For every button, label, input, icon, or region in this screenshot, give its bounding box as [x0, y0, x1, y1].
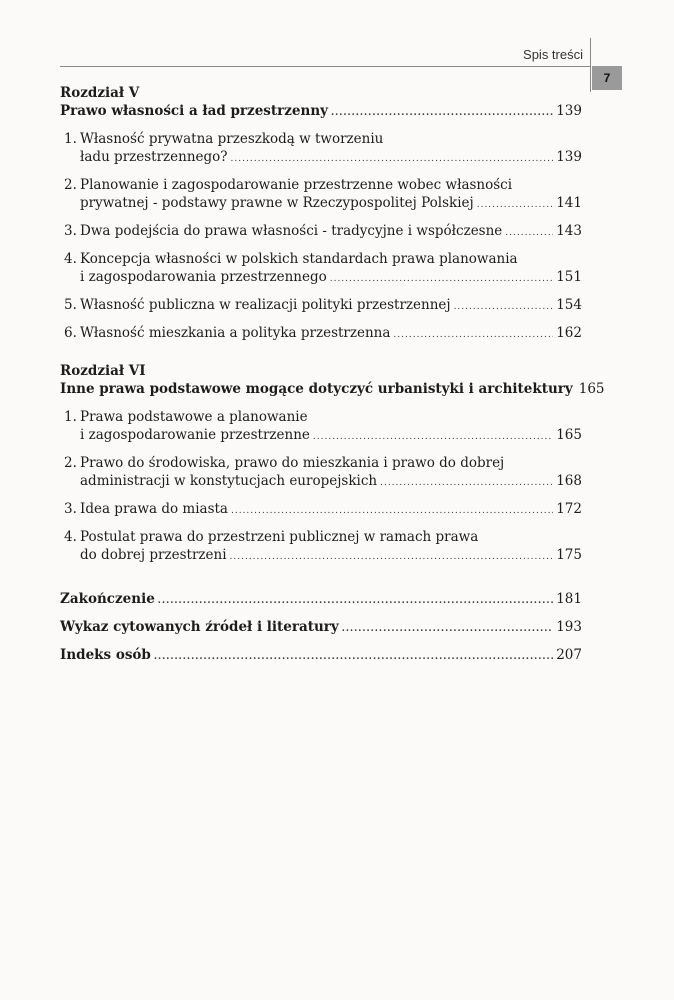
- chapter-label: Rozdział V: [60, 85, 140, 101]
- chapter-title: Inne prawa podstawowe mogące dotyczyć urbanistyki i architektury: [60, 381, 573, 397]
- page-ref: 181: [556, 591, 582, 607]
- dot-leader: [331, 104, 553, 122]
- dot-leader: [477, 196, 554, 214]
- entry-title-line2: do dobrej przestrzeni: [80, 547, 227, 563]
- entry-title-line2: i zagospodarowanie przestrzenne: [80, 427, 310, 443]
- entry-title: Własność mieszkania a polityka przestrzenna: [80, 325, 391, 341]
- entry-title: Własność publiczna w realizacji polityki przestrzennej: [80, 297, 451, 313]
- dot-leader: [342, 620, 553, 638]
- dot-leader: [154, 648, 553, 666]
- entry-title-line1: Prawa podstawowe a planowanie: [80, 409, 308, 425]
- toc-entry[interactable]: [60, 296, 582, 316]
- toc-entry[interactable]: [60, 222, 582, 242]
- dot-leader: [505, 224, 553, 242]
- entry-number: 3.: [64, 223, 77, 239]
- page-ref: 162: [556, 325, 582, 341]
- entry-title-line1: Własność prywatna przeszkodą w tworzeniu: [80, 131, 384, 147]
- dot-leader: [230, 548, 554, 566]
- chapter-6: [60, 362, 605, 566]
- page-ref: 172: [556, 501, 582, 517]
- section-title: Zakończenie: [60, 591, 155, 607]
- dot-leader: [231, 502, 553, 520]
- header-vertical-rule: [590, 38, 591, 92]
- entry-title-line1: Prawo do środowiska, prawo do mieszkania i prawo do dobrej: [80, 455, 505, 471]
- page-number: 7: [603, 71, 611, 85]
- entry-number: 1.: [64, 131, 77, 147]
- page-ref: 165: [556, 427, 582, 443]
- section-title: Wykaz cytowanych źródeł i literatury: [60, 619, 339, 635]
- entry-title-line1: Planowanie i zagospodarowanie przestrzenne wobec własności: [80, 177, 513, 193]
- entry-title-line1: Postulat prawa do przestrzeni publicznej w ramach prawa: [80, 529, 479, 545]
- page-ref: 207: [556, 647, 582, 663]
- page-ref: 139: [556, 103, 582, 119]
- page-ref: 168: [556, 473, 582, 489]
- dot-leader: [313, 428, 553, 446]
- toc-entry[interactable]: [60, 528, 582, 566]
- running-header-title: Spis treści: [523, 47, 583, 62]
- chapter-title-row[interactable]: [60, 380, 605, 400]
- chapter-label: Rozdział VI: [60, 363, 146, 379]
- page-ref: 193: [556, 619, 582, 635]
- chapter-5: [60, 84, 582, 344]
- page-ref: 151: [556, 269, 582, 285]
- entry-number: 5.: [64, 297, 77, 313]
- entry-title: Dwa podejścia do prawa własności - tradycyjne i współczesne: [80, 223, 503, 239]
- entry-title-line1: Koncepcja własności w polskich standardach prawa planowania: [80, 251, 518, 267]
- toc-entry[interactable]: [60, 130, 582, 168]
- dot-leader: [454, 298, 554, 316]
- toc-section-row[interactable]: [60, 590, 582, 610]
- dot-leader: [231, 150, 554, 168]
- closing-sections: [60, 590, 582, 666]
- section-title: Indeks osób: [60, 647, 151, 663]
- toc-entry[interactable]: [60, 250, 582, 288]
- page-ref: 165: [578, 381, 605, 397]
- dot-leader: [380, 474, 553, 492]
- dot-leader: [330, 270, 554, 288]
- toc-entry[interactable]: [60, 454, 582, 492]
- entry-title: Idea prawa do miasta: [80, 501, 228, 517]
- entry-number: 3.: [64, 501, 77, 517]
- chapter-title-row[interactable]: [60, 102, 582, 122]
- toc-entry[interactable]: [60, 408, 582, 446]
- page-ref: 175: [556, 547, 582, 563]
- entry-number: 6.: [64, 325, 77, 341]
- entry-number: 4.: [64, 251, 77, 267]
- header-rule: [60, 66, 590, 67]
- entry-number: 1.: [64, 409, 77, 425]
- entry-title-line2: prywatnej - podstawy prawne w Rzeczypospolitej Polskiej: [80, 195, 474, 211]
- page-ref: 154: [556, 297, 582, 313]
- toc-entry[interactable]: [60, 176, 582, 214]
- dot-leader: [158, 592, 553, 610]
- dot-leader: [393, 326, 553, 344]
- toc-entry[interactable]: [60, 324, 582, 344]
- entry-number: 4.: [64, 529, 77, 545]
- page-ref: 139: [556, 149, 582, 165]
- toc-entry[interactable]: [60, 500, 582, 520]
- entry-title-line2: ładu przestrzennego?: [80, 149, 228, 165]
- entry-number: 2.: [64, 177, 77, 193]
- entry-number: 2.: [64, 455, 77, 471]
- table-of-contents: [60, 84, 605, 674]
- page-ref: 143: [556, 223, 582, 239]
- chapter-title: Prawo własności a ład przestrzenny: [60, 103, 328, 119]
- toc-section-row[interactable]: [60, 646, 582, 666]
- toc-section-row[interactable]: [60, 618, 582, 638]
- entry-title-line2: i zagospodarowania przestrzennego: [80, 269, 327, 285]
- entry-title-line2: administracji w konstytucjach europejskich: [80, 473, 378, 489]
- page-ref: 141: [556, 195, 582, 211]
